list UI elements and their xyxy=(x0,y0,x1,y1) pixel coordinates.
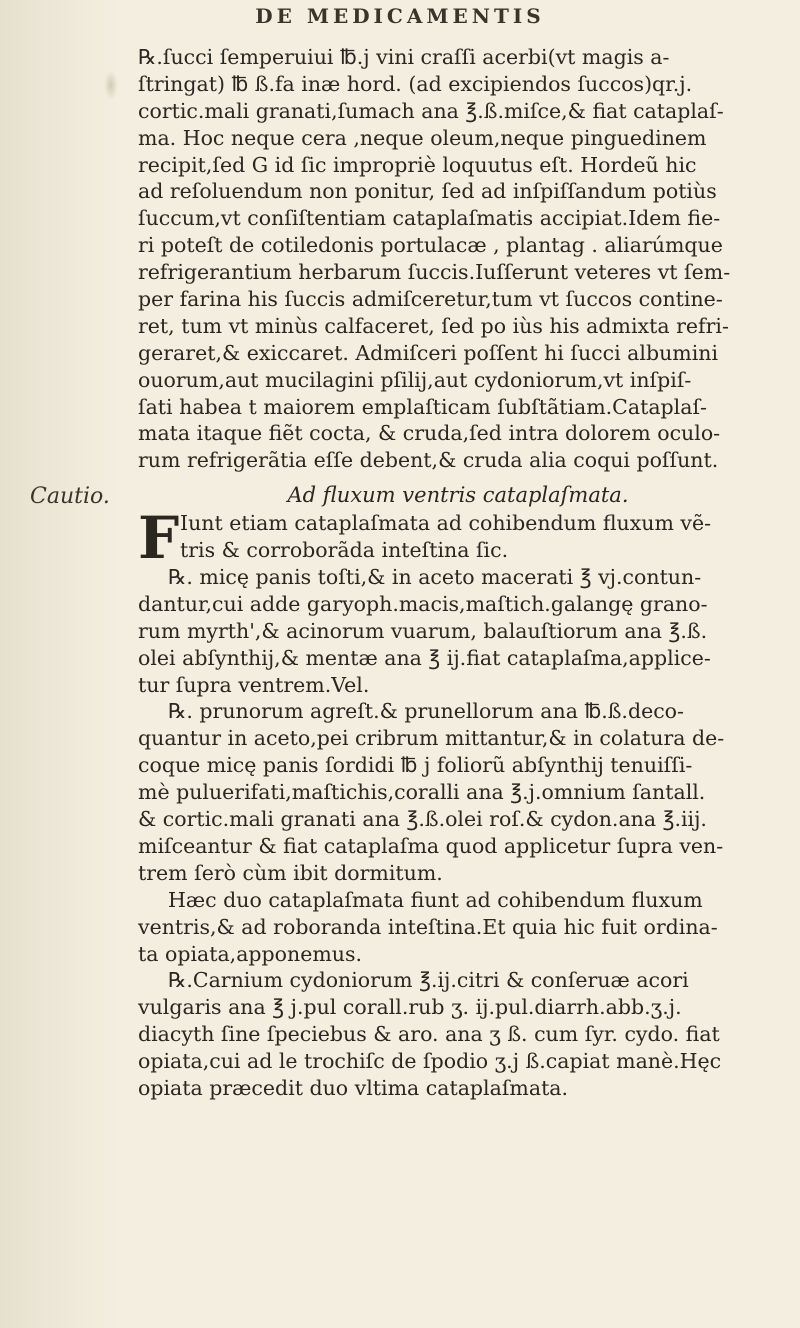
text-line: ouorum,aut mucilagini pſilij,aut cydoniorum,vt inſpiſ- xyxy=(138,367,692,392)
text-line: diacyth ſine ſpeciebus & aro. ana ʒ ß. cum ſyr. cydo. fiat xyxy=(138,1022,720,1047)
text-line: tur ſupra ventrem.Vel. xyxy=(138,672,370,697)
paragraph-5 xyxy=(138,967,778,1101)
text-line: ℞. prunorum agreſt.& prunellorum ana ℔.ß.deco- xyxy=(168,699,684,724)
paragraph-4 xyxy=(138,887,778,968)
text-line: recipit,ſed G id ſic impropriè loquutus eſt. Hordeũ hic xyxy=(138,152,697,177)
body-text xyxy=(138,44,778,1102)
text-line: coque micę panis ſordidi ℔ j foliorũ abſynthij tenuiſſi- xyxy=(138,753,693,778)
text-line: ta opiata,apponemus. xyxy=(138,941,363,966)
drop-cap: F xyxy=(138,504,180,573)
text-line: mata itaque fiẽt cocta, & cruda,ſed intra dolorem oculo- xyxy=(138,421,721,446)
text-line: olei abſynthij,& mentæ ana ℥ ij.fiat cataplaſma,applice- xyxy=(138,645,711,670)
text-line: vulgaris ana ℥ j.pul corall.rub ʒ. ij.pul.diarrh.abb.ʒ.j. xyxy=(138,995,682,1020)
text-line: trem ſerò cùm ibit dormitum. xyxy=(138,860,443,885)
text-line: quantur in aceto,pei cribrum mittantur,& in colatura de- xyxy=(138,726,725,751)
paragraph-3 xyxy=(138,698,778,886)
text-line: opiata,cui ad le trochiſc de ſpodio ʒ.j ß.capiat manè.Hęc xyxy=(138,1049,722,1074)
text-line: ſuccum,vt conſiſtentiam cataplaſmatis accipiat.Idem fie- xyxy=(138,206,721,231)
paragraph-2 xyxy=(138,564,778,698)
page-gutter xyxy=(0,0,118,1328)
text-line: rum myrth',& acinorum vuarum, balauſtiorum ana ℥.ß. xyxy=(138,618,708,643)
text-line: ℞.ſucci ſemperuiui ℔.j vini craſſi acerbi(vt magis a- xyxy=(138,45,670,69)
text-line: opiata præcedit duo vltima cataplaſmata. xyxy=(138,1075,569,1100)
text-line: refrigerantium herbarum ſuccis.Iuſſerunt veteres vt ſem- xyxy=(138,260,731,285)
text-line: ventris,& ad roboranda inteſtina.Et quia hic fuit ordina- xyxy=(138,914,718,939)
text-line: ri poteſt de cotiledonis portulacæ , plantag . aliarúmque xyxy=(138,233,723,258)
text-line: ret, tum vt minùs calfaceret, ſed po iùs his admixta refri- xyxy=(138,313,729,338)
ink-stain xyxy=(104,70,118,100)
text-line: geraret,& exiccaret. Admiſceri poſſent hi ſucci albumini xyxy=(138,340,719,365)
paragraph-1 xyxy=(138,44,778,474)
text-line: rum refrigerãtia eſſe debent,& cruda alia coqui poſſunt. xyxy=(138,448,719,473)
running-head: DE MEDICAMENTIS xyxy=(255,4,545,28)
text-line: tris & corroborãda inteſtina ſic. xyxy=(180,538,509,563)
text-line: Iunt etiam cataplaſmata ad cohibendum fluxum vẽ- xyxy=(180,511,712,536)
text-line: & cortic.mali granati ana ℥.ß.olei roſ.& cydon.ana ℥.iij. xyxy=(138,807,707,832)
text-line: ſtringat) ℔ ß.fa inæ hord. (ad excipiendos ſuccos)qr.j. xyxy=(138,71,693,96)
text-line: cortic.mali granati,ſumach ana ℥.ß.miſce,& fiat cataplaſ- xyxy=(138,98,724,123)
paragraph-2-opening xyxy=(138,504,778,573)
text-line: dantur,cui adde garyoph.macis,maſtich.galangę grano- xyxy=(138,591,708,616)
margin-note: Cautio. xyxy=(30,484,110,509)
text-line: mè puluerifati,maſtichis,coralli ana ℥.j.omnium ſantall. xyxy=(138,780,706,805)
section-heading: Ad fluxum ventris cataplaſmata. xyxy=(287,483,629,508)
text-line: ad reſoluendum non ponitur, ſed ad inſpiſſandum potiùs xyxy=(138,179,717,204)
text-line: ℞.Carnium cydoniorum ℥.ij.citri & conſeruæ acori xyxy=(168,968,689,993)
text-line: ℞. micę panis toſti,& in aceto macerati ℥ vj.contun- xyxy=(168,565,702,590)
text-line: per farina his ſuccis admiſceretur,tum vt ſuccos contine- xyxy=(138,287,723,312)
text-line: Hæc duo cataplaſmata fiunt ad cohibendum fluxum xyxy=(168,887,703,912)
text-line: miſceantur & fiat cataplaſma quod applicetur ſupra ven- xyxy=(138,833,724,858)
text-line: ma. Hoc neque cera ,neque oleum,neque pinguedinem xyxy=(138,125,707,150)
text-line: ſati habea t maiorem emplaſticam ſubſtãtiam.Cataplaſ- xyxy=(138,394,707,419)
